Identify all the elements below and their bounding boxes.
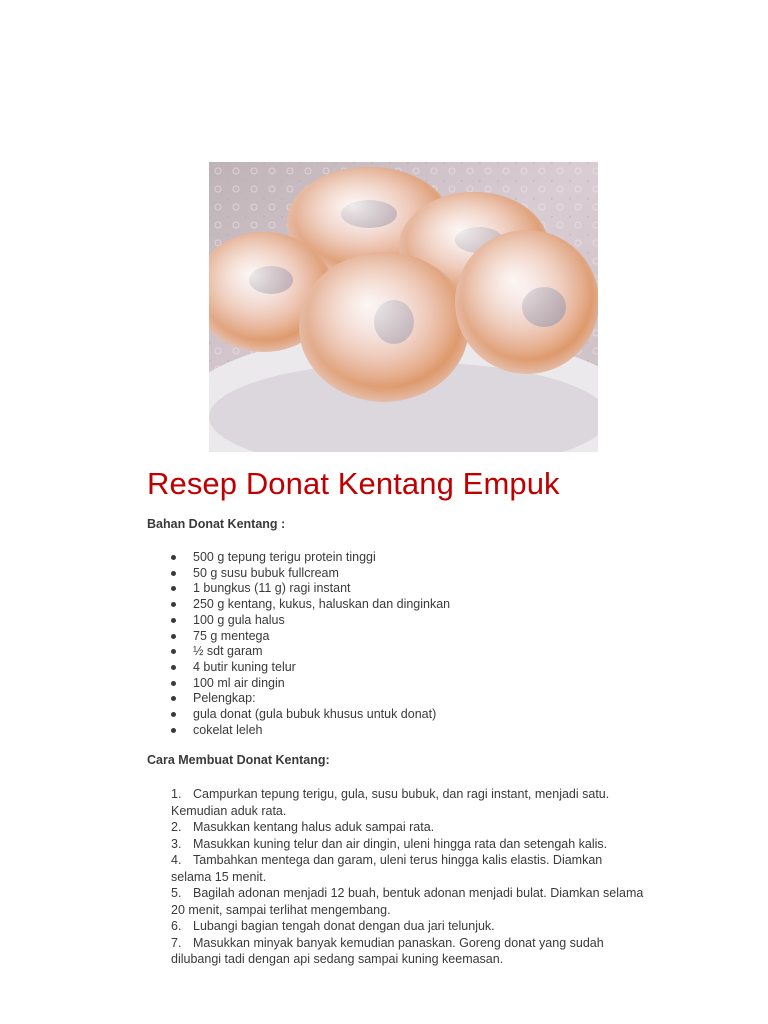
step-number: 1. — [171, 787, 182, 801]
ingredient-item: gula donat (gula bubuk khusus untuk donat) — [171, 707, 450, 723]
ingredient-item: Pelengkap: — [171, 691, 450, 707]
bullet-icon — [171, 555, 176, 560]
ingredients-heading: Bahan Donat Kentang : — [147, 517, 286, 531]
ingredient-item: 75 g mentega — [171, 629, 450, 645]
ingredients-list — [171, 550, 450, 738]
step-number: 3. — [171, 836, 182, 851]
step-number: 4. — [171, 853, 182, 867]
donut-photo — [209, 162, 598, 452]
bullet-icon — [171, 586, 176, 591]
step-item: 1. Campurkan tepung terigu, gula, susu bubuk, dan ragi instant, menjadi satu. Kemudian aduk rata. — [171, 787, 610, 818]
ingredient-item: 50 g susu bubuk fullcream — [171, 566, 450, 582]
ingredient-item: ½ sdt garam — [171, 644, 450, 660]
ingredient-item: 100 ml air dingin — [171, 676, 450, 692]
bullet-icon — [171, 728, 176, 733]
steps-heading: Cara Membuat Donat Kentang: — [147, 753, 330, 767]
steps-list — [171, 786, 671, 968]
bullet-icon — [171, 712, 176, 717]
ingredient-item: 250 g kentang, kukus, haluskan dan dinginkan — [171, 597, 450, 613]
step-number: 6. — [171, 919, 182, 933]
step-item: 7. Masukkan minyak banyak kemudian panaskan. Goreng donat yang sudah dilubangi tadi dengan api sedang sampai kuning keemasan. — [171, 935, 604, 966]
bullet-icon — [171, 665, 176, 670]
step-item: 3. Masukkan kuning telur dan air dingin, uleni hingga rata dan setengah kalis. — [171, 836, 608, 851]
recipe-title: Resep Donat Kentang Empuk — [147, 466, 560, 501]
ingredient-item: 500 g tepung terigu protein tinggi — [171, 550, 450, 566]
ingredient-item: 4 butir kuning telur — [171, 660, 450, 676]
bullet-icon — [171, 618, 176, 623]
bullet-icon — [171, 696, 176, 701]
ingredient-item: cokelat leleh — [171, 723, 450, 739]
bullet-icon — [171, 681, 176, 686]
step-number: 2. — [171, 820, 182, 834]
bullet-icon — [171, 649, 176, 654]
step-item: 5. Bagilah adonan menjadi 12 buah, bentuk adonan menjadi bulat. Diamkan selama 20 menit, sampai terlihat mengembang. — [171, 886, 644, 917]
ingredient-item: 1 bungkus (11 g) ragi instant — [171, 581, 450, 597]
step-item: 2. Masukkan kentang halus aduk sampai rata. — [171, 820, 435, 834]
step-item: 6. Lubangi bagian tengah donat dengan dua jari telunjuk. — [171, 919, 495, 933]
step-number: 7. — [171, 935, 182, 950]
bullet-icon — [171, 571, 176, 576]
bullet-icon — [171, 634, 176, 639]
ingredient-item: 100 g gula halus — [171, 613, 450, 629]
step-item: 4. Tambahkan mentega dan garam, uleni terus hingga kalis elastis. Diamkan selama 15 menit. — [171, 853, 603, 884]
bullet-icon — [171, 602, 176, 607]
step-number: 5. — [171, 886, 182, 900]
